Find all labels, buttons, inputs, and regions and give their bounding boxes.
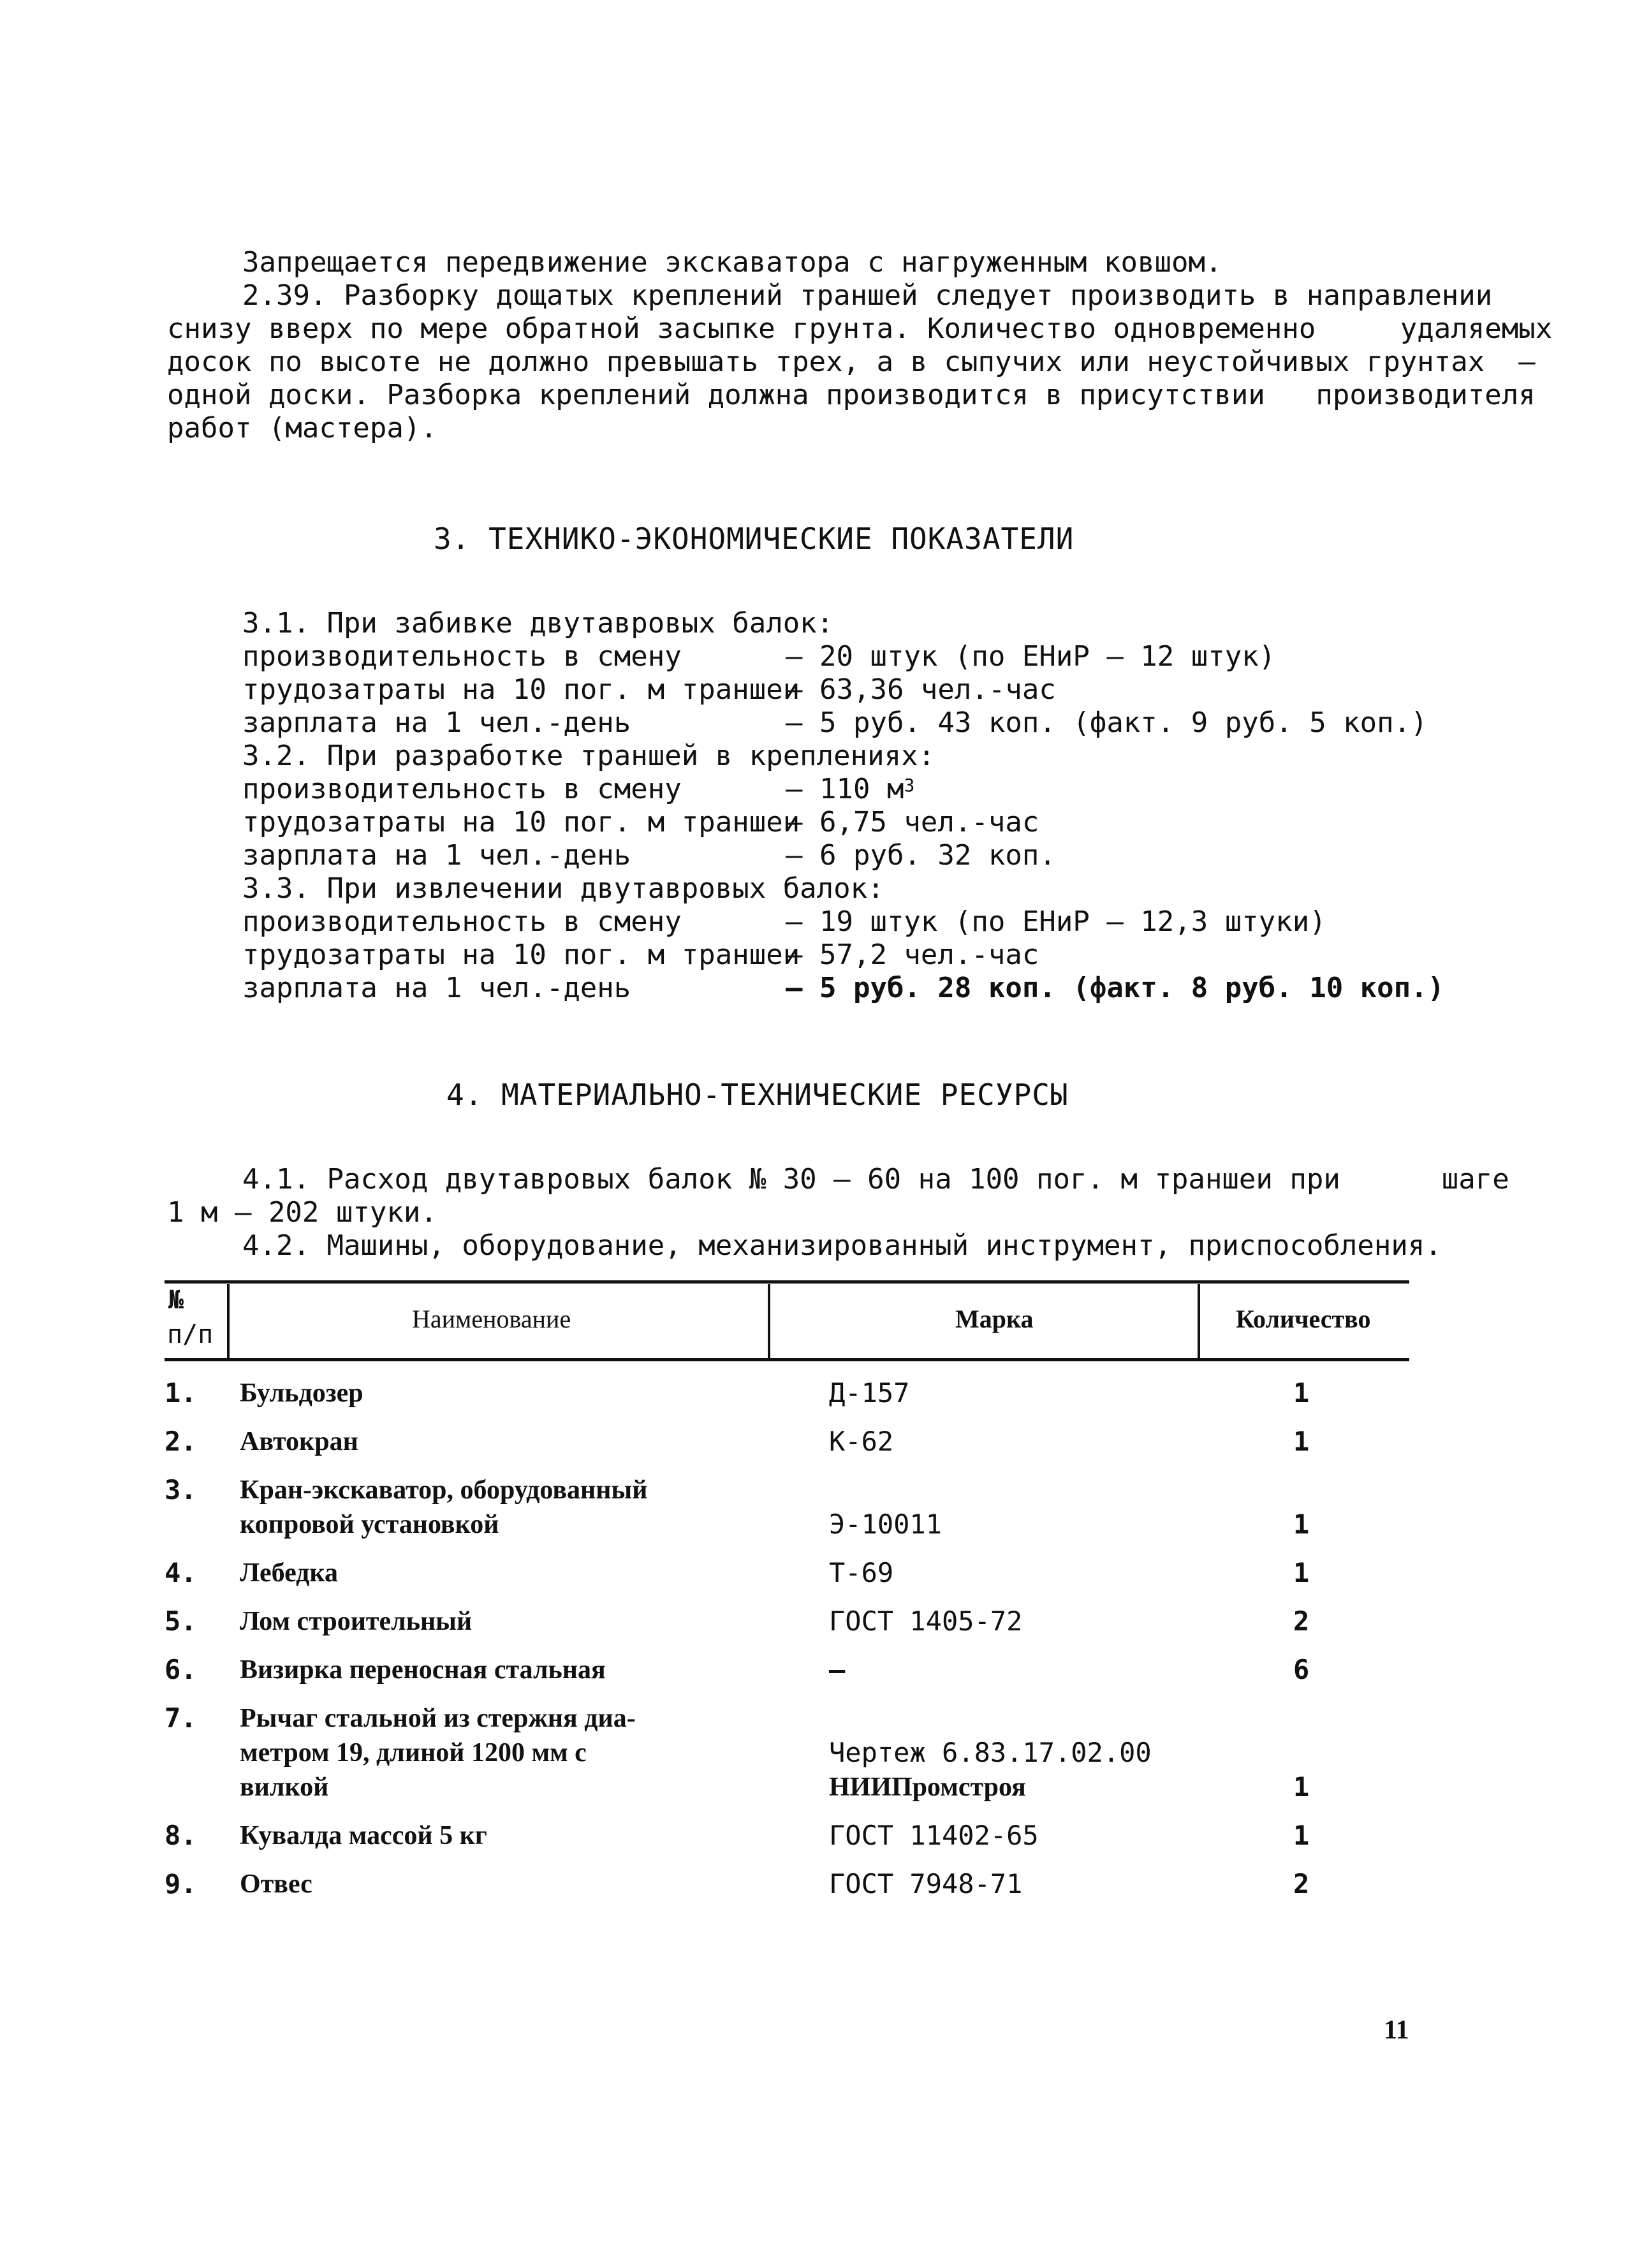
- s31-label-1: производительность в смену: [242, 640, 682, 673]
- row-4-no: 4.: [165, 1557, 197, 1588]
- intro-line-3: снизу вверх по мере обратной засыпке грунта. Количество одновременно удаляемых: [167, 312, 1553, 345]
- row-4-name: Лебедка: [240, 1558, 338, 1588]
- row-1-no: 1.: [165, 1377, 197, 1408]
- s33-value-2: – 57,2 чел.-час: [786, 939, 1039, 971]
- row-7-qty: 1: [1293, 1771, 1310, 1803]
- row-8-qty: 1: [1293, 1820, 1310, 1851]
- s32-title: 3.2. При разработке траншей в креплениях:: [242, 740, 935, 772]
- intro-line-2: 2.39. Разборку дощатых креплений траншей следует производить в направлении: [242, 279, 1493, 312]
- row-1-name: Бульдозер: [240, 1379, 363, 1408]
- row-2-qty: 1: [1293, 1426, 1310, 1457]
- row-8-mark: ГОСТ 11402-65: [829, 1820, 1039, 1851]
- p42-line: 4.2. Машины, оборудование, механизированный инструмент, приспособления.: [242, 1229, 1442, 1262]
- row-9-qty: 2: [1293, 1868, 1310, 1899]
- s31-label-2: трудозатраты на 10 пог. м траншеи: [242, 673, 800, 706]
- s31-title: 3.1. При забивке двутавровых балок:: [242, 607, 834, 640]
- row-8-name: Кувалда массой 5 кг: [240, 1821, 487, 1850]
- row-6-no: 6.: [165, 1654, 197, 1685]
- s31-value-3: – 5 руб. 43 коп. (факт. 9 руб. 5 коп.): [786, 706, 1428, 739]
- row-3-mark: Э-10011: [829, 1509, 942, 1540]
- intro-line-1: Запрещается передвижение экскаватора с нагруженным ковшом.: [242, 246, 1222, 279]
- cubic-superscript: 3: [904, 775, 915, 796]
- row-4-qty: 1: [1293, 1557, 1310, 1588]
- table-divider-3: [1198, 1284, 1200, 1358]
- table-divider-2: [768, 1284, 770, 1358]
- p41-line-2: 1 м – 202 штуки.: [167, 1196, 437, 1229]
- s32-label-2: трудозатраты на 10 пог. м траншеи: [242, 806, 800, 838]
- row-3-name-line-1: Кран-экскаватор, оборудованный: [240, 1475, 648, 1505]
- row-9-no: 9.: [165, 1868, 197, 1899]
- s32-value-3: – 6 руб. 32 коп.: [786, 839, 1056, 872]
- row-7-name-line-1: Рычаг стальной из стержня диа-: [240, 1704, 636, 1733]
- s32-value-2: – 6,75 чел.-час: [786, 806, 1039, 838]
- s33-label-2: трудозатраты на 10 пог. м траншеи: [242, 939, 800, 971]
- row-2-mark: К-62: [829, 1426, 894, 1457]
- row-9-mark: ГОСТ 7948-71: [829, 1868, 1023, 1899]
- row-6-mark: –: [829, 1654, 846, 1685]
- table-divider-1: [227, 1284, 230, 1358]
- row-2-name: Автокран: [240, 1427, 358, 1456]
- s32-value-1: [786, 773, 914, 806]
- row-5-no: 5.: [165, 1606, 197, 1637]
- header-no-1: №: [168, 1285, 184, 1315]
- s33-label-3: зарплата на 1 чел.-день: [242, 972, 631, 1004]
- p41-line-1: 4.1. Расход двутавровых балок № 30 – 60 на 100 пог. м траншеи при шаге: [242, 1163, 1509, 1196]
- row-2-no: 2.: [165, 1426, 197, 1457]
- s31-value-2: – 63,36 чел.-час: [786, 673, 1056, 706]
- s32-value-1-text: – 110 м: [786, 773, 904, 805]
- s33-value-3: – 5 руб. 28 коп. (факт. 8 руб. 10 коп.): [786, 972, 1445, 1004]
- s31-value-1: – 20 штук (по ЕНиР – 12 штук): [786, 640, 1276, 673]
- row-7-mark-line-2: НИИПромстроя: [829, 1773, 1026, 1802]
- s31-label-3: зарплата на 1 чел.-день: [242, 706, 631, 739]
- s33-label-1: производительность в смену: [242, 905, 682, 938]
- row-1-mark: Д-157: [829, 1377, 910, 1408]
- row-8-no: 8.: [165, 1820, 197, 1851]
- intro-line-4: досок по высоте не должно превышать трех, а в сыпучих или неустойчивых грунтах –: [167, 346, 1536, 378]
- page-number: 11: [1384, 2016, 1409, 2045]
- row-3-no: 3.: [165, 1474, 197, 1505]
- header-mark: Марка: [955, 1305, 1034, 1333]
- header-qty: Количество: [1236, 1305, 1371, 1333]
- row-5-mark: ГОСТ 1405-72: [829, 1606, 1023, 1637]
- header-no-2: п/п: [167, 1320, 214, 1349]
- row-6-name: Визирка переносная стальная: [240, 1655, 606, 1685]
- s32-label-1: производительность в смену: [242, 773, 682, 805]
- row-5-qty: 2: [1293, 1606, 1310, 1637]
- row-3-qty: 1: [1293, 1509, 1310, 1540]
- row-9-name: Отвес: [240, 1869, 312, 1899]
- table-top-rule: [165, 1280, 1409, 1284]
- s33-value-1: – 19 штук (по ЕНиР – 12,3 штуки): [786, 905, 1326, 938]
- row-3-name-line-2: копровой установкой: [240, 1510, 499, 1539]
- header-name: Наименование: [412, 1305, 571, 1333]
- section-4-heading: 4. МАТЕРИАЛЬНО-ТЕХНИЧЕСКИЕ РЕСУРСЫ: [446, 1078, 1069, 1112]
- intro-line-5: одной доски. Разборка креплений должна производится в присутствии производителя: [167, 379, 1536, 411]
- row-7-mark-line-1: Чертеж 6.83.17.02.00: [829, 1737, 1152, 1768]
- row-7-name-line-3: вилкой: [240, 1773, 329, 1802]
- table-header-rule: [165, 1358, 1409, 1361]
- row-7-no: 7.: [165, 1702, 197, 1734]
- s33-title: 3.3. При извлечении двутавровых балок:: [242, 872, 884, 905]
- intro-line-6: работ (мастера).: [167, 412, 437, 444]
- row-5-name: Лом строительный: [240, 1607, 473, 1636]
- row-6-qty: 6: [1293, 1654, 1310, 1685]
- row-4-mark: Т-69: [829, 1557, 894, 1588]
- row-1-qty: 1: [1293, 1377, 1310, 1408]
- s32-label-3: зарплата на 1 чел.-день: [242, 839, 631, 872]
- section-3-heading: 3. ТЕХНИКО-ЭКОНОМИЧЕСКИЕ ПОКАЗАТЕЛИ: [434, 522, 1074, 556]
- row-7-name-line-2: метром 19, длиной 1200 мм с: [240, 1738, 587, 1767]
